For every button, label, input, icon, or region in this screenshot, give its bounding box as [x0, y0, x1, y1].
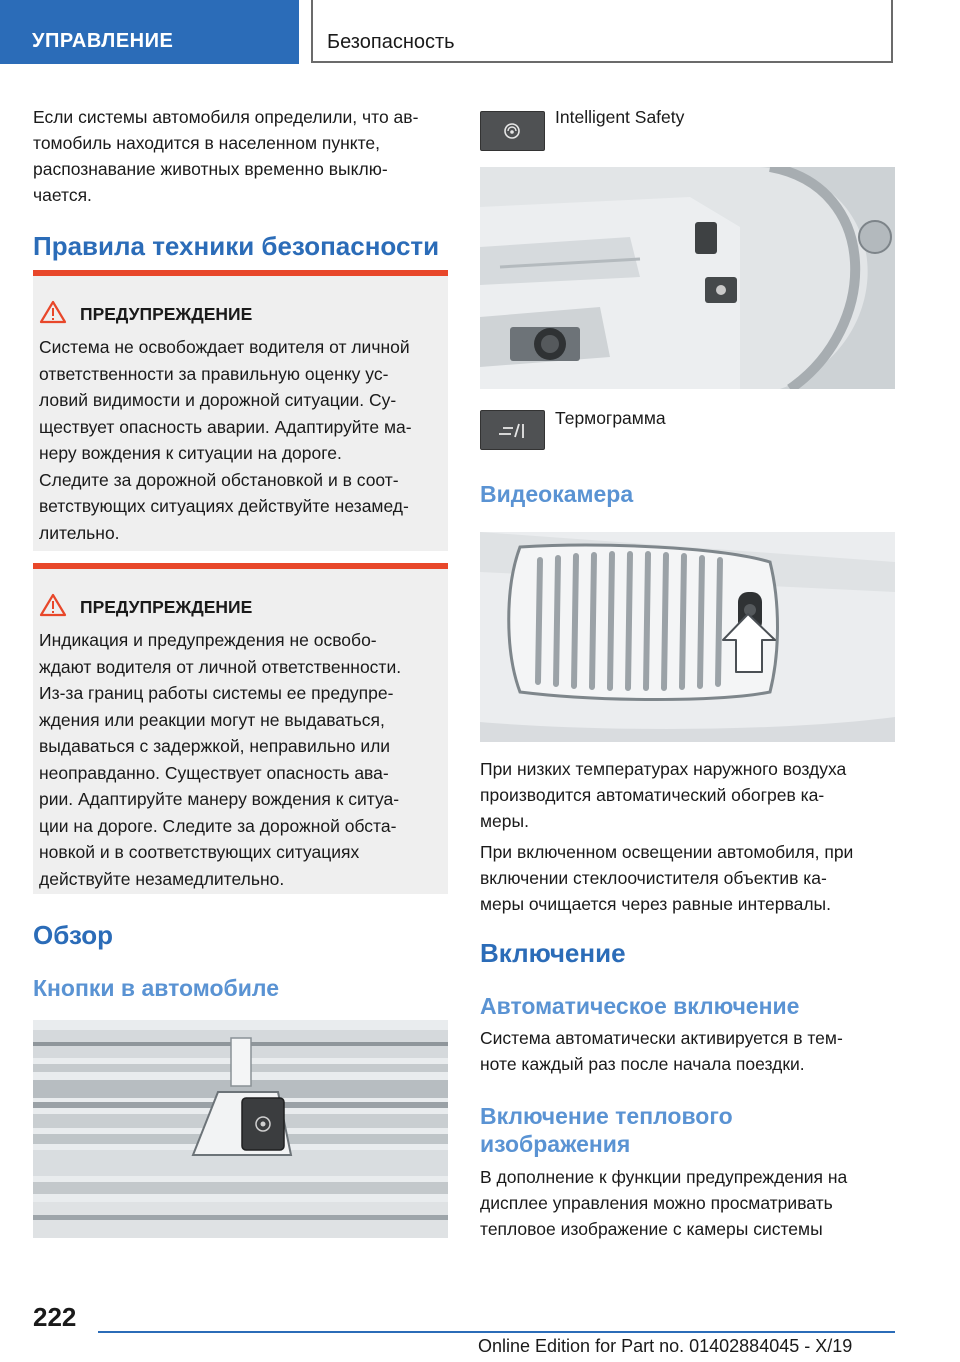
text-line: ществует опасность аварии. Адаптируйте ма-	[39, 416, 412, 437]
intelligent-safety-button-icon	[480, 111, 545, 151]
text-line: производится автоматический обогрев ка-	[480, 785, 825, 805]
text-line: ждают водителя от личной ответственности.	[39, 656, 402, 677]
text-line: распознавание животных временно выклю-	[33, 159, 388, 179]
page-number: 222	[33, 1302, 77, 1332]
steering-area-illustration	[480, 167, 895, 389]
text-line: Система автоматически активируется в тем-	[480, 1028, 843, 1048]
intelligent-safety-label: Intelligent Safety	[555, 107, 685, 127]
warning-triangle-icon	[39, 300, 67, 324]
overview-heading: Обзор	[33, 920, 113, 950]
warning-triangle-icon	[39, 593, 67, 617]
section-title: УПРАВЛЕНИЕ	[32, 30, 174, 52]
warning-title: ПРЕДУПРЕЖДЕНИЕ	[80, 597, 253, 617]
text-line: меры.	[480, 811, 529, 831]
camera-heading: Видеокамера	[480, 481, 634, 507]
text-line: неоправданно. Существует опасность ава-	[39, 762, 389, 783]
warning-title: ПРЕДУПРЕЖДЕНИЕ	[80, 304, 253, 324]
text-line: ветствующих ситуациях действуйте незамед-	[39, 496, 409, 516]
thermal-image-button-icon	[480, 410, 545, 450]
text-line: меры очищается через равные интервалы.	[480, 894, 831, 914]
text-line: лительно.	[39, 522, 120, 543]
heading-line: Включение теплового	[480, 1103, 733, 1129]
text-line: При низких температурах наружного воздуха	[480, 759, 847, 779]
buttons-heading: Кнопки в автомобиле	[33, 975, 279, 1001]
thermal-image-label: Термограмма	[555, 408, 666, 428]
text-line: Индикация и предупреждения не освобо-	[39, 630, 377, 650]
text-line: Система не освобождает водителя от личной	[39, 337, 410, 357]
grille-camera-illustration	[480, 532, 895, 742]
text-line: тепловое изображение с камеры системы	[480, 1219, 823, 1239]
text-line: Следите за дорожной обстановкой и в соот-	[39, 469, 399, 490]
text-line: ловий видимости и дорожной ситуации. Су-	[39, 390, 397, 410]
text-line: ции на дороге. Следите за дорожной обста-	[39, 815, 397, 836]
warning-box	[33, 270, 448, 551]
chapter-tab	[311, 0, 893, 63]
text-line: новкой и в соответствующих ситуациях	[39, 842, 360, 862]
text-line: ждения или реакции могут не выдаваться,	[39, 709, 385, 730]
chapter-title: Безопасность	[327, 31, 455, 53]
text-line: Из-за границ работы системы ее предупре-	[39, 683, 394, 703]
text-line: В дополнение к функции предупреждения на	[480, 1167, 848, 1187]
button-panel-illustration	[33, 1020, 448, 1238]
text-line: выдаваться с задержкой, неправильно или	[39, 736, 391, 756]
warning-text	[39, 334, 449, 546]
warning-text	[39, 627, 449, 892]
text-line: действуйте незамедлительно.	[39, 868, 285, 889]
text-line: При включенном освещении автомобиля, при	[480, 842, 854, 862]
text-line: ответственности за правильную оценку ус-	[39, 363, 389, 384]
heading-line: изображения	[480, 1131, 631, 1157]
text-line: включении стеклоочистителя объектив ка-	[480, 868, 827, 888]
footer-divider	[98, 1331, 895, 1333]
footer-edition: Online Edition for Part no. 01402884045 - X/19	[478, 1336, 853, 1356]
switch-on-heading: Включение	[480, 938, 626, 968]
text-line: чается.	[33, 185, 92, 205]
text-line: ноте каждый раз после начала поездки.	[480, 1054, 805, 1074]
text-line: дисплее управления можно просматривать	[480, 1193, 833, 1213]
text-line: томобиль находится в населенном пункте,	[33, 133, 381, 153]
auto-on-heading: Автоматическое включение	[480, 993, 800, 1019]
text-line: неру вождения к ситуации на дороге.	[39, 443, 342, 463]
section-tab	[0, 0, 299, 64]
safety-heading: Правила техники безопасности	[33, 231, 440, 261]
warning-box	[33, 563, 448, 894]
text-line: рии. Адаптируйте манеру вождения к ситуа-	[39, 789, 400, 809]
text-line: Если системы автомобиля определили, что ав-	[33, 107, 419, 127]
